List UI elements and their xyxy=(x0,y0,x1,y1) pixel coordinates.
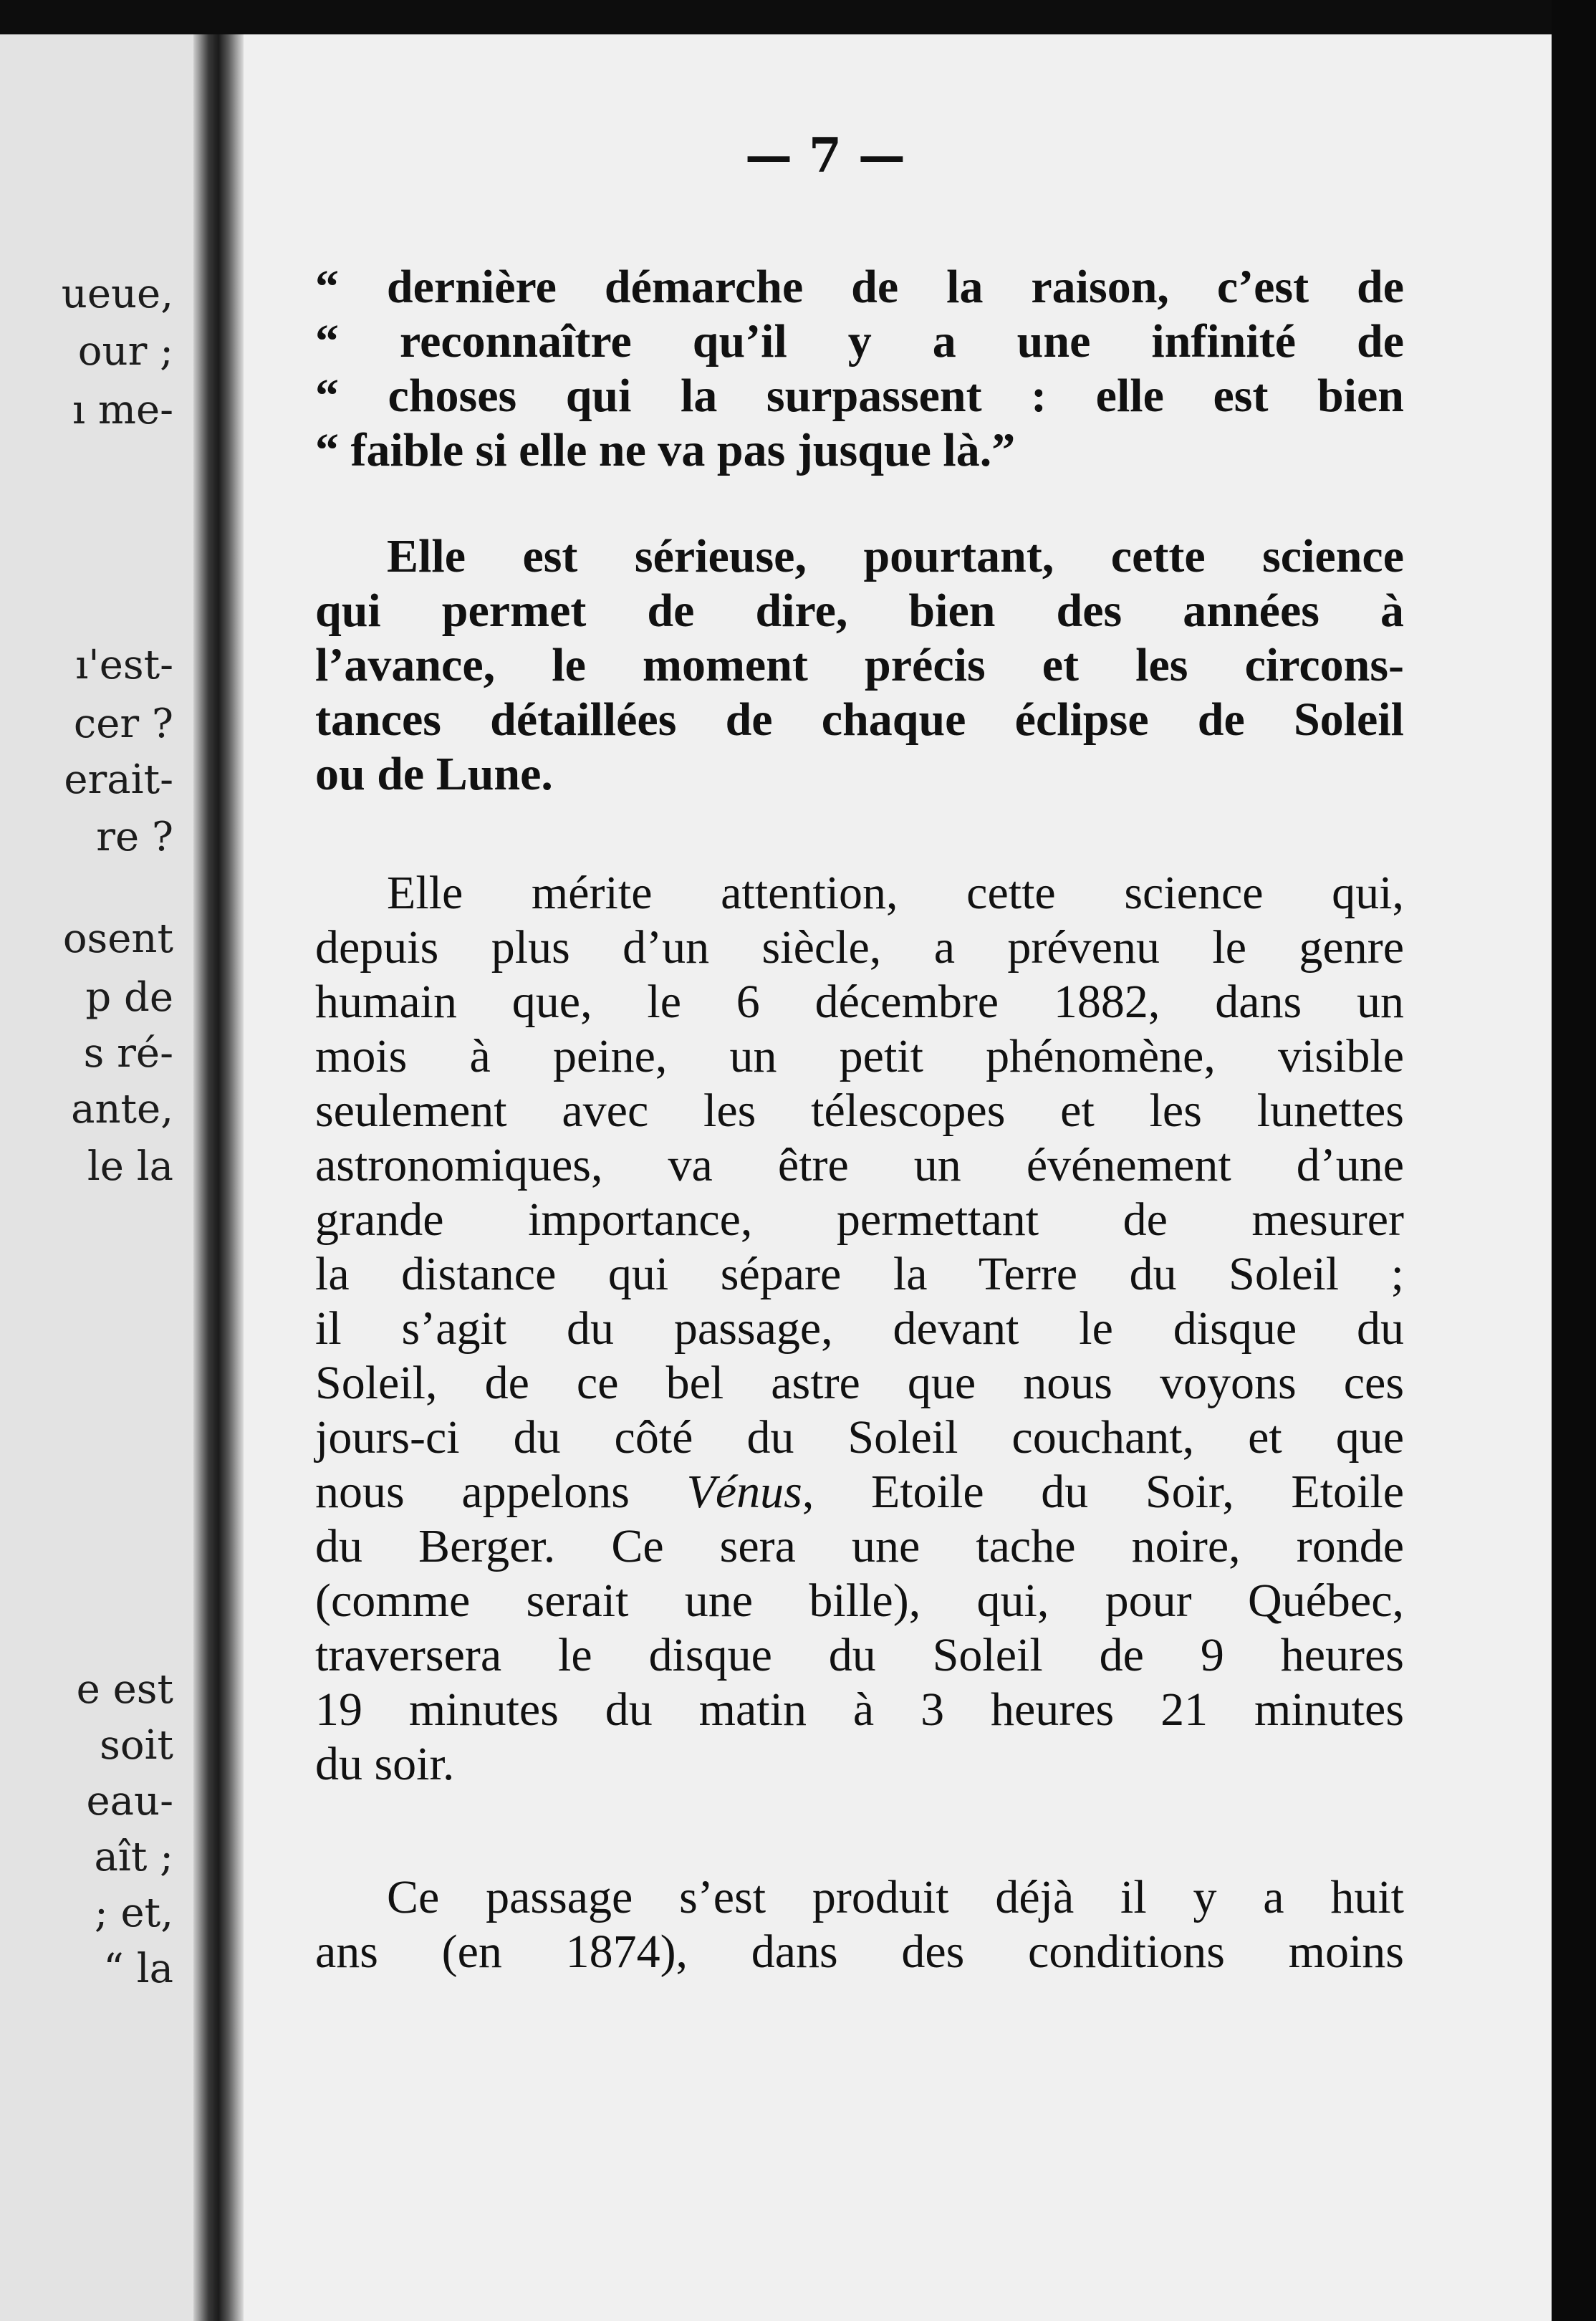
text-line: “ faible si elle ne va pas jusque là.” xyxy=(315,424,1016,476)
text-line: du Berger. Ce sera une tache noire, ronde xyxy=(315,1520,1404,1572)
text-line: Soleil, de ce bel astre que nous voyons ces xyxy=(315,1357,1404,1409)
text-line: Ce passage s’est produit déjà il y a huit xyxy=(387,1871,1404,1923)
text-line: traversera le disque du Soleil de 9 heures xyxy=(315,1629,1404,1681)
text-line: qui permet de dire, bien des années à xyxy=(315,585,1404,637)
previous-page-fragment: cer ? xyxy=(73,701,173,747)
previous-page-fragment: erait- xyxy=(64,756,173,803)
text-line: l’avance, le moment précis et les circons- xyxy=(315,639,1404,691)
text-line xyxy=(315,1466,1404,1518)
text-line: ou de Lune. xyxy=(315,748,553,800)
previous-page-edge xyxy=(0,34,193,2321)
text-line: Elle mérite attention, cette science qui, xyxy=(387,867,1404,919)
previous-page-fragment: osent xyxy=(62,916,173,962)
previous-page-fragment: eau- xyxy=(86,1778,173,1825)
previous-page-fragment: our ; xyxy=(77,328,173,375)
previous-page-fragment: ı me- xyxy=(72,387,173,433)
previous-page-fragment: soit xyxy=(100,1722,173,1769)
text-line: seulement avec les télescopes et les lunettes xyxy=(315,1085,1404,1137)
scan-right-border xyxy=(1552,0,1596,2321)
text-line: la distance qui sépare la Terre du Soleil ; xyxy=(315,1248,1404,1300)
previous-page-fragment: ante, xyxy=(71,1086,173,1133)
text-line: du soir. xyxy=(315,1738,455,1790)
previous-page-fragment: ueue, xyxy=(61,271,173,317)
previous-page-fragment: e est xyxy=(76,1666,173,1713)
text-line: tances détaillées de chaque éclipse de Soleil xyxy=(315,693,1404,746)
scan-top-border xyxy=(0,0,1596,34)
italic-word: Vénus xyxy=(686,1466,802,1518)
text-line: “ choses qui la surpassent : elle est bien xyxy=(315,370,1404,422)
page-number: — 7 — xyxy=(745,128,905,183)
text-line: Elle est sérieuse, pourtant, cette science xyxy=(387,530,1404,582)
text-line: “ dernière démarche de la raison, c’est de xyxy=(315,261,1404,313)
book-gutter xyxy=(193,34,244,2321)
text-line: ans (en 1874), dans des conditions moins xyxy=(315,1926,1404,1978)
text-line: (comme serait une bille), qui, pour Québec, xyxy=(315,1575,1404,1627)
previous-page-fragment: s ré- xyxy=(83,1030,173,1077)
previous-page-fragment: ; et, xyxy=(94,1890,173,1936)
previous-page-fragment: ı'est- xyxy=(75,642,173,688)
previous-page-fragment: re ? xyxy=(96,814,173,860)
text-line: mois à peine, un petit phénomène, visible xyxy=(315,1030,1404,1082)
text-line: grande importance, permettant de mesurer xyxy=(315,1193,1404,1246)
previous-page-fragment: aît ; xyxy=(94,1834,173,1880)
text-run: , Etoile du Soir, Etoile xyxy=(802,1466,1404,1518)
previous-page-fragment: “ la xyxy=(103,1946,173,1992)
text-line: astronomiques, va être un événement d’une xyxy=(315,1139,1404,1191)
text-line: humain que, le 6 décembre 1882, dans un xyxy=(315,976,1404,1028)
text-line: jours-ci du côté du Soleil couchant, et que xyxy=(315,1411,1404,1464)
text-line: depuis plus d’un siècle, a prévenu le genre xyxy=(315,921,1404,974)
text-line: “ reconnaître qu’il y a une infinité de xyxy=(315,315,1404,367)
text-line: il s’agit du passage, devant le disque du xyxy=(315,1302,1404,1355)
previous-page-fragment: p de xyxy=(85,974,173,1021)
previous-page-fragment: le la xyxy=(87,1143,173,1190)
text-line: 19 minutes du matin à 3 heures 21 minutes xyxy=(315,1683,1404,1736)
text-run: nous appelons xyxy=(315,1466,687,1518)
